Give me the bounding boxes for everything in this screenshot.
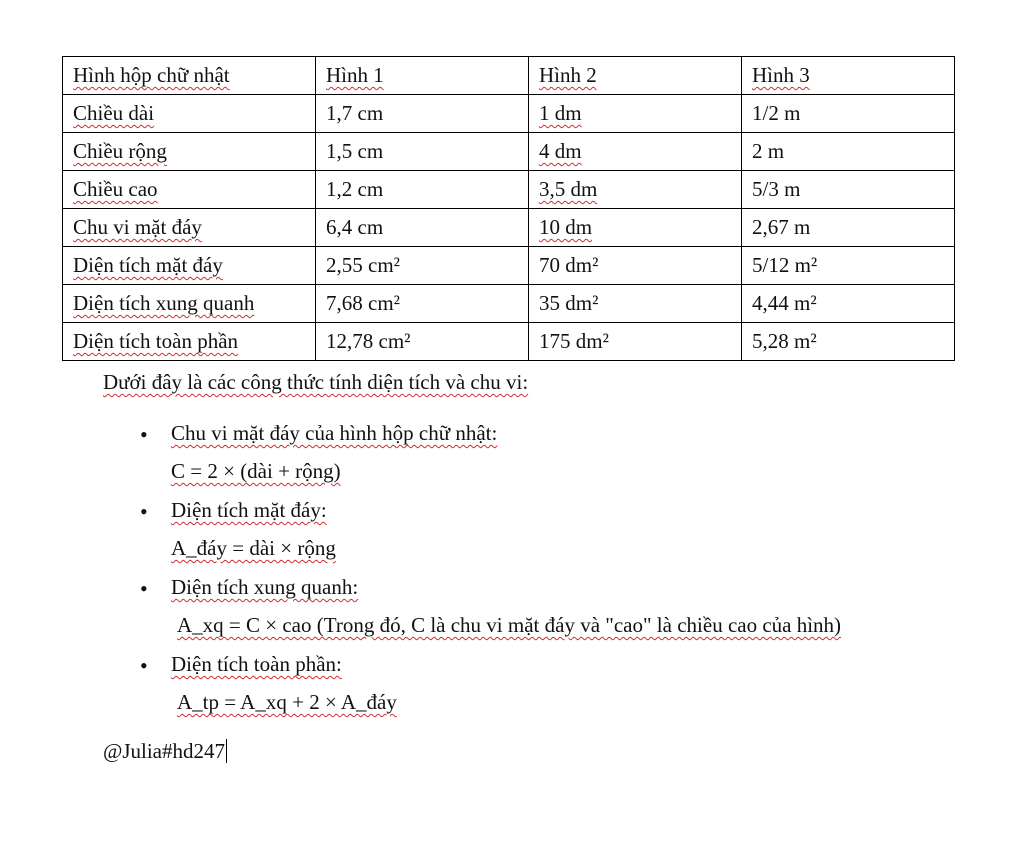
bullet-marker: •: [140, 499, 148, 524]
table-header-row: [63, 57, 955, 95]
formula-base-area[interactable]: A_đáy = dài × rộng: [171, 536, 336, 560]
table-row: [63, 247, 955, 285]
formula-label-lateral-area[interactable]: Diện tích xung quanh:: [171, 575, 359, 599]
signature-line[interactable]: [103, 739, 227, 764]
table-row: [63, 171, 955, 209]
bullet-marker: •: [140, 422, 148, 447]
table-cell[interactable]: 175 dm²: [529, 323, 742, 361]
table-cell[interactable]: 35 dm²: [529, 285, 742, 323]
table-cell[interactable]: 1 dm: [529, 95, 742, 133]
dimensions-table: [62, 56, 955, 361]
header-cell[interactable]: Hình 1: [316, 57, 529, 95]
table-cell[interactable]: 2,67 m: [742, 209, 955, 247]
table-cell[interactable]: 4,44 m²: [742, 285, 955, 323]
table-cell[interactable]: 5,28 m²: [742, 323, 955, 361]
table-cell[interactable]: 5/3 m: [742, 171, 955, 209]
formula-lateral-area[interactable]: A_xq = C × cao (Trong đó, C là chu vi mặt đáy và "cao" là chiều cao của hình): [177, 613, 842, 637]
table-cell[interactable]: 70 dm²: [529, 247, 742, 285]
signature-text: @Julia#hd247: [103, 739, 226, 763]
table-cell[interactable]: Chiều rộng: [63, 133, 316, 171]
formula-label-total-area[interactable]: Diện tích toàn phần:: [171, 652, 342, 676]
table-cell[interactable]: 10 dm: [529, 209, 742, 247]
table-cell[interactable]: 6,4 cm: [316, 209, 529, 247]
table-cell[interactable]: 7,68 cm²: [316, 285, 529, 323]
formula-label-perimeter[interactable]: Chu vi mặt đáy của hình hộp chữ nhật:: [171, 421, 498, 445]
table-cell[interactable]: Diện tích toàn phần: [63, 323, 316, 361]
text-cursor: [226, 739, 227, 763]
bullet-marker: •: [140, 653, 148, 678]
table-cell[interactable]: Diện tích mặt đáy: [63, 247, 316, 285]
table-cell[interactable]: 1,5 cm: [316, 133, 529, 171]
table-row: [63, 95, 955, 133]
table-cell[interactable]: Chiều dài: [63, 95, 316, 133]
table-cell[interactable]: 1/2 m: [742, 95, 955, 133]
table-cell[interactable]: 5/12 m²: [742, 247, 955, 285]
table-row: [63, 285, 955, 323]
formula-label-base-area[interactable]: Diện tích mặt đáy:: [171, 498, 327, 522]
table-cell[interactable]: 4 dm: [529, 133, 742, 171]
table-cell[interactable]: Diện tích xung quanh: [63, 285, 316, 323]
table-cell[interactable]: 2,55 cm²: [316, 247, 529, 285]
table-row: [63, 133, 955, 171]
table-cell[interactable]: 1,7 cm: [316, 95, 529, 133]
table-cell[interactable]: Chiều cao: [63, 171, 316, 209]
table-cell[interactable]: 12,78 cm²: [316, 323, 529, 361]
formula-perimeter[interactable]: C = 2 × (dài + rộng): [171, 459, 341, 483]
header-cell[interactable]: Hình hộp chữ nhật: [63, 57, 316, 95]
table-cell[interactable]: 3,5 dm: [529, 171, 742, 209]
table-row: [63, 209, 955, 247]
formula-total-area[interactable]: A_tp = A_xq + 2 × A_đáy: [177, 690, 397, 714]
bullet-marker: •: [140, 576, 148, 601]
header-cell[interactable]: Hình 2: [529, 57, 742, 95]
table-cell[interactable]: 1,2 cm: [316, 171, 529, 209]
table-cell[interactable]: Chu vi mặt đáy: [63, 209, 316, 247]
header-cell[interactable]: Hình 3: [742, 57, 955, 95]
table-row: [63, 323, 955, 361]
table-cell[interactable]: 2 m: [742, 133, 955, 171]
intro-paragraph[interactable]: Dưới đây là các công thức tính diện tích và chu vi:: [103, 370, 529, 394]
